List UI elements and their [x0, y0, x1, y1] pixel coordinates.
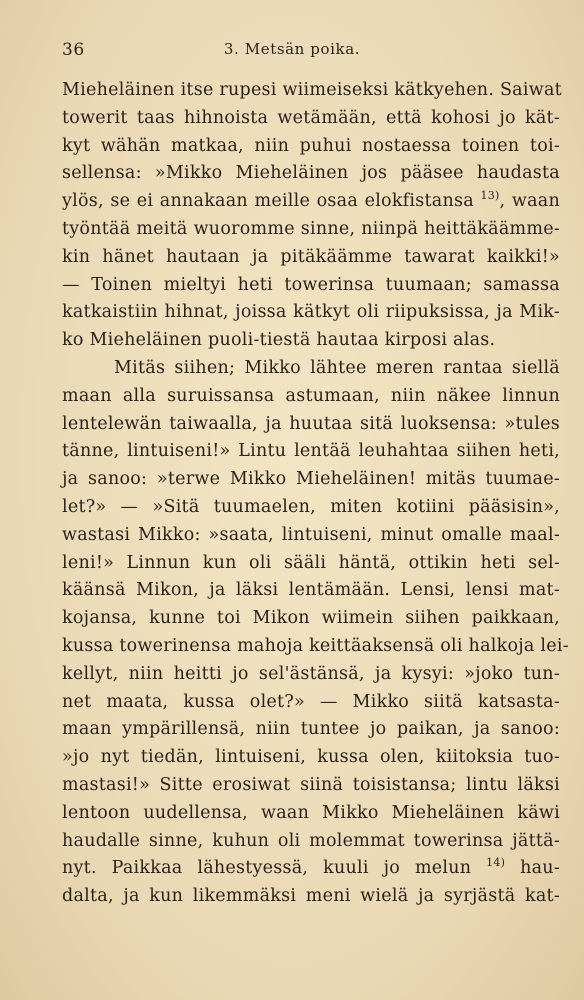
text-line: sellensa: »Mikko Mieheläinen jos pääsee haudasta	[62, 163, 560, 184]
text-line: haudalle sinne, kuhun oli molemmat towerinsa jättä-	[62, 830, 560, 851]
page-header	[0, 38, 584, 62]
text-line: lentoon uudellensa, waan Mikko Mieheläinen käwi	[62, 802, 560, 823]
text-line: net maata, kussa olet?» — Mikko siitä katsasta-	[62, 691, 560, 712]
text-line: käänsä Mikon, ja läksi lentämään. Lensi, lensi mat-	[62, 580, 560, 601]
text-line: dalta, ja kun likemmäksi meni wielä ja syrjästä kat-	[62, 886, 560, 907]
text-line: nyt. Paikkaa lähestyessä, kuuli jo melun $^{14)}$ hau-	[62, 856, 560, 879]
text-line: leni!» Linnun kun oli sääli häntä, ottikin heti sel-	[62, 552, 560, 573]
text-line: kin hänet hautaan ja pitäkäämme tawarat kaikki!»	[62, 246, 560, 267]
text-line: maan ympärillensä, niin tuntee jo paikan, ja sanoo:	[62, 719, 560, 740]
text-line: wastasi Mikko: »saata, lintuiseni, minut omalle maal-	[62, 524, 560, 545]
text-line: ja sanoo: »terwe Mikko Mieheläinen! mitäs tuumae-	[62, 469, 560, 490]
running-head: 3. Metsän poika.	[223, 40, 361, 58]
text-line: kussa towerinensa mahoja keittäaksensä oli halkoja lei-	[62, 635, 569, 656]
page-number: 36	[62, 40, 85, 60]
text-line: lentelewän taiwaalla, ja huutaa sitä luoksensa: »tules	[62, 413, 560, 434]
text-line: katkaistiin hihnat, joissa kätkyt oli riipuksissa, ja Mik-	[62, 302, 560, 323]
footnote-reference: 13)	[480, 189, 500, 203]
text-line: maan alla suruissansa astumaan, niin näkee linnun	[62, 385, 560, 406]
text-line: let?» — »Sitä tuumaelen, miten kotiini pääsisin»,	[62, 496, 560, 517]
text-line: »jo nyt tiedän, lintuiseni, kussa olen, kiitoksia tuo-	[62, 747, 560, 768]
paragraph-start-line: Mitäs siihen; Mikko lähtee meren rantaa siellä	[114, 357, 560, 378]
text-line: kyt wähän matkaa, niin puhui nostaessa toinen toi-	[62, 135, 560, 156]
text-line: ko Mieheläinen puoli-tiestä hautaa kirposi alas.	[62, 330, 496, 351]
text-line: mastasi!» Sitte erosiwat siinä toisistansa; lintu läksi	[62, 774, 560, 795]
text-line: kellyt, niin heitti jo sel'ästänsä, ja kysyi: »joko tun-	[62, 663, 560, 684]
text-line: — Toinen mieltyi heti towerinsa tuumaan; samassa	[62, 274, 560, 295]
text-line: towerit taas hihnoista wetämään, että kohosi jo kät-	[62, 107, 560, 128]
footnote-reference: 14)	[486, 856, 506, 870]
text-line: Mieheläinen itse rupesi wiimeiseksi kätkyehen. Saiwat	[62, 80, 562, 100]
text-line: työntää meitä wuoromme sinne, niinpä heittäkäämme-	[62, 218, 560, 239]
text-line: kojansa, kunne toi Mikon wiimein siihen paikkaan,	[62, 608, 560, 629]
text-line: tänne, lintuiseni!» Lintu lentää leuhahtaa siihen heti,	[62, 441, 560, 462]
text-line: ylös, se ei annakaan meille osaa elokfistansa $^{13)}$, waan	[62, 189, 560, 212]
body-text	[62, 77, 569, 911]
